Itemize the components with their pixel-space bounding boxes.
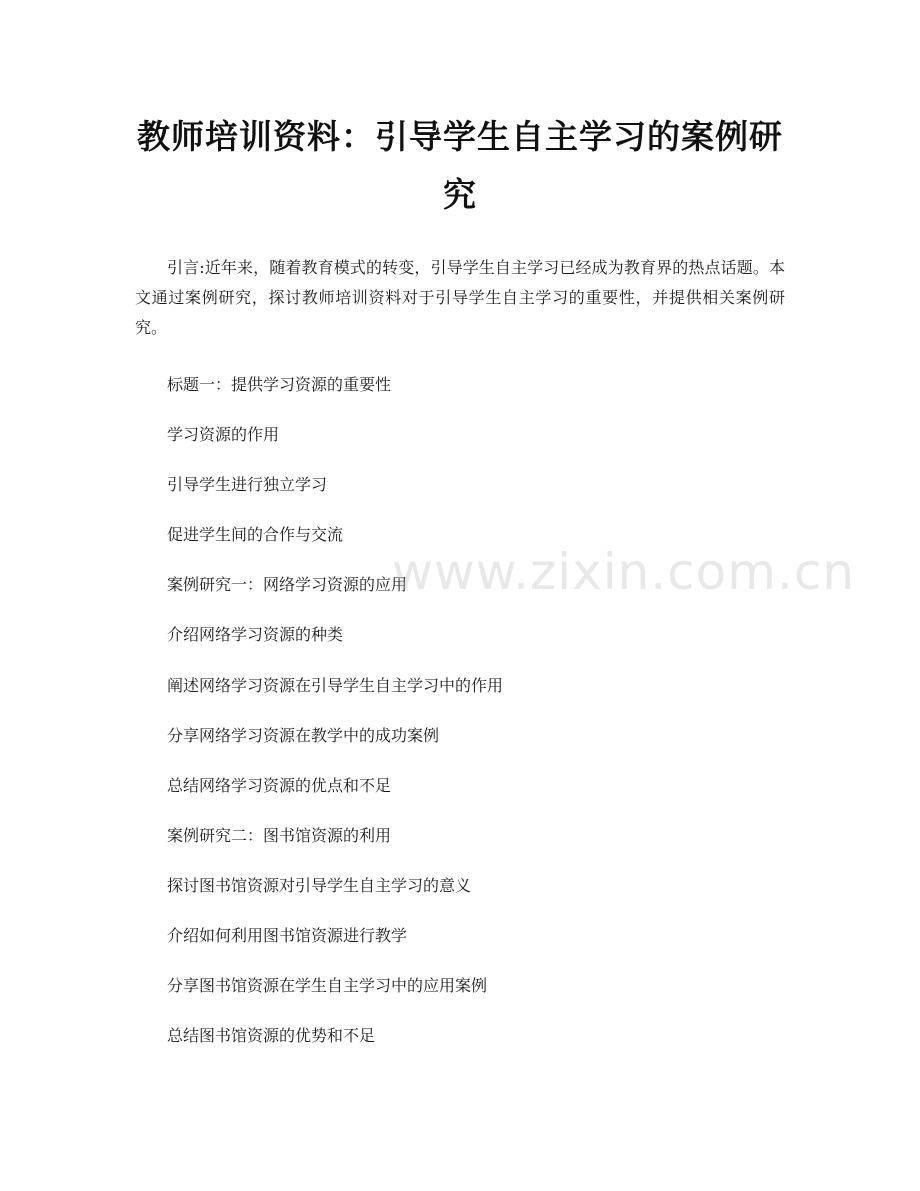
outline-line: 标题一：提供学习资源的重要性	[167, 375, 392, 394]
outline-line: 分享网络学习资源在教学中的成功案例	[167, 725, 440, 745]
outline-line: 总结图书馆资源的优势和不足	[167, 1026, 376, 1046]
outline-line: 促进学生间的合作与交流	[167, 525, 344, 545]
outline-line: 案例研究二：图书馆资源的利用	[167, 825, 392, 845]
outline-line: 探讨图书馆资源对引导学生自主学习的意义	[167, 875, 472, 895]
intro-paragraph: 引言:近年来，随着教育模式的转变，引导学生自主学习已经成为教育界的热点话题。本文通过案例研究，探讨教师培训资料对于引导学生自主学习的重要性，并提供相关案例研究。	[135, 258, 785, 337]
outline-line: 介绍网络学习资源的种类	[167, 625, 344, 645]
outline-line: 引导学生进行独立学习	[167, 475, 328, 495]
outline-line: 介绍如何利用图书馆资源进行教学	[167, 926, 408, 946]
document-title: 教师培训资料：引导学生自主学习的案例研究	[137, 117, 783, 214]
watermark: www.zixin.com.cn	[392, 543, 856, 601]
outline-line: 分享图书馆资源在学生自主学习中的应用案例	[167, 976, 488, 996]
outline-line: 总结网络学习资源的优点和不足	[167, 775, 392, 795]
outline-line: 案例研究一：网络学习资源的应用	[167, 575, 408, 595]
outline-line: 学习资源的作用	[167, 425, 280, 445]
outline-list	[167, 372, 503, 1073]
outline-line: 阐述网络学习资源在引导学生自主学习中的作用	[167, 675, 504, 695]
